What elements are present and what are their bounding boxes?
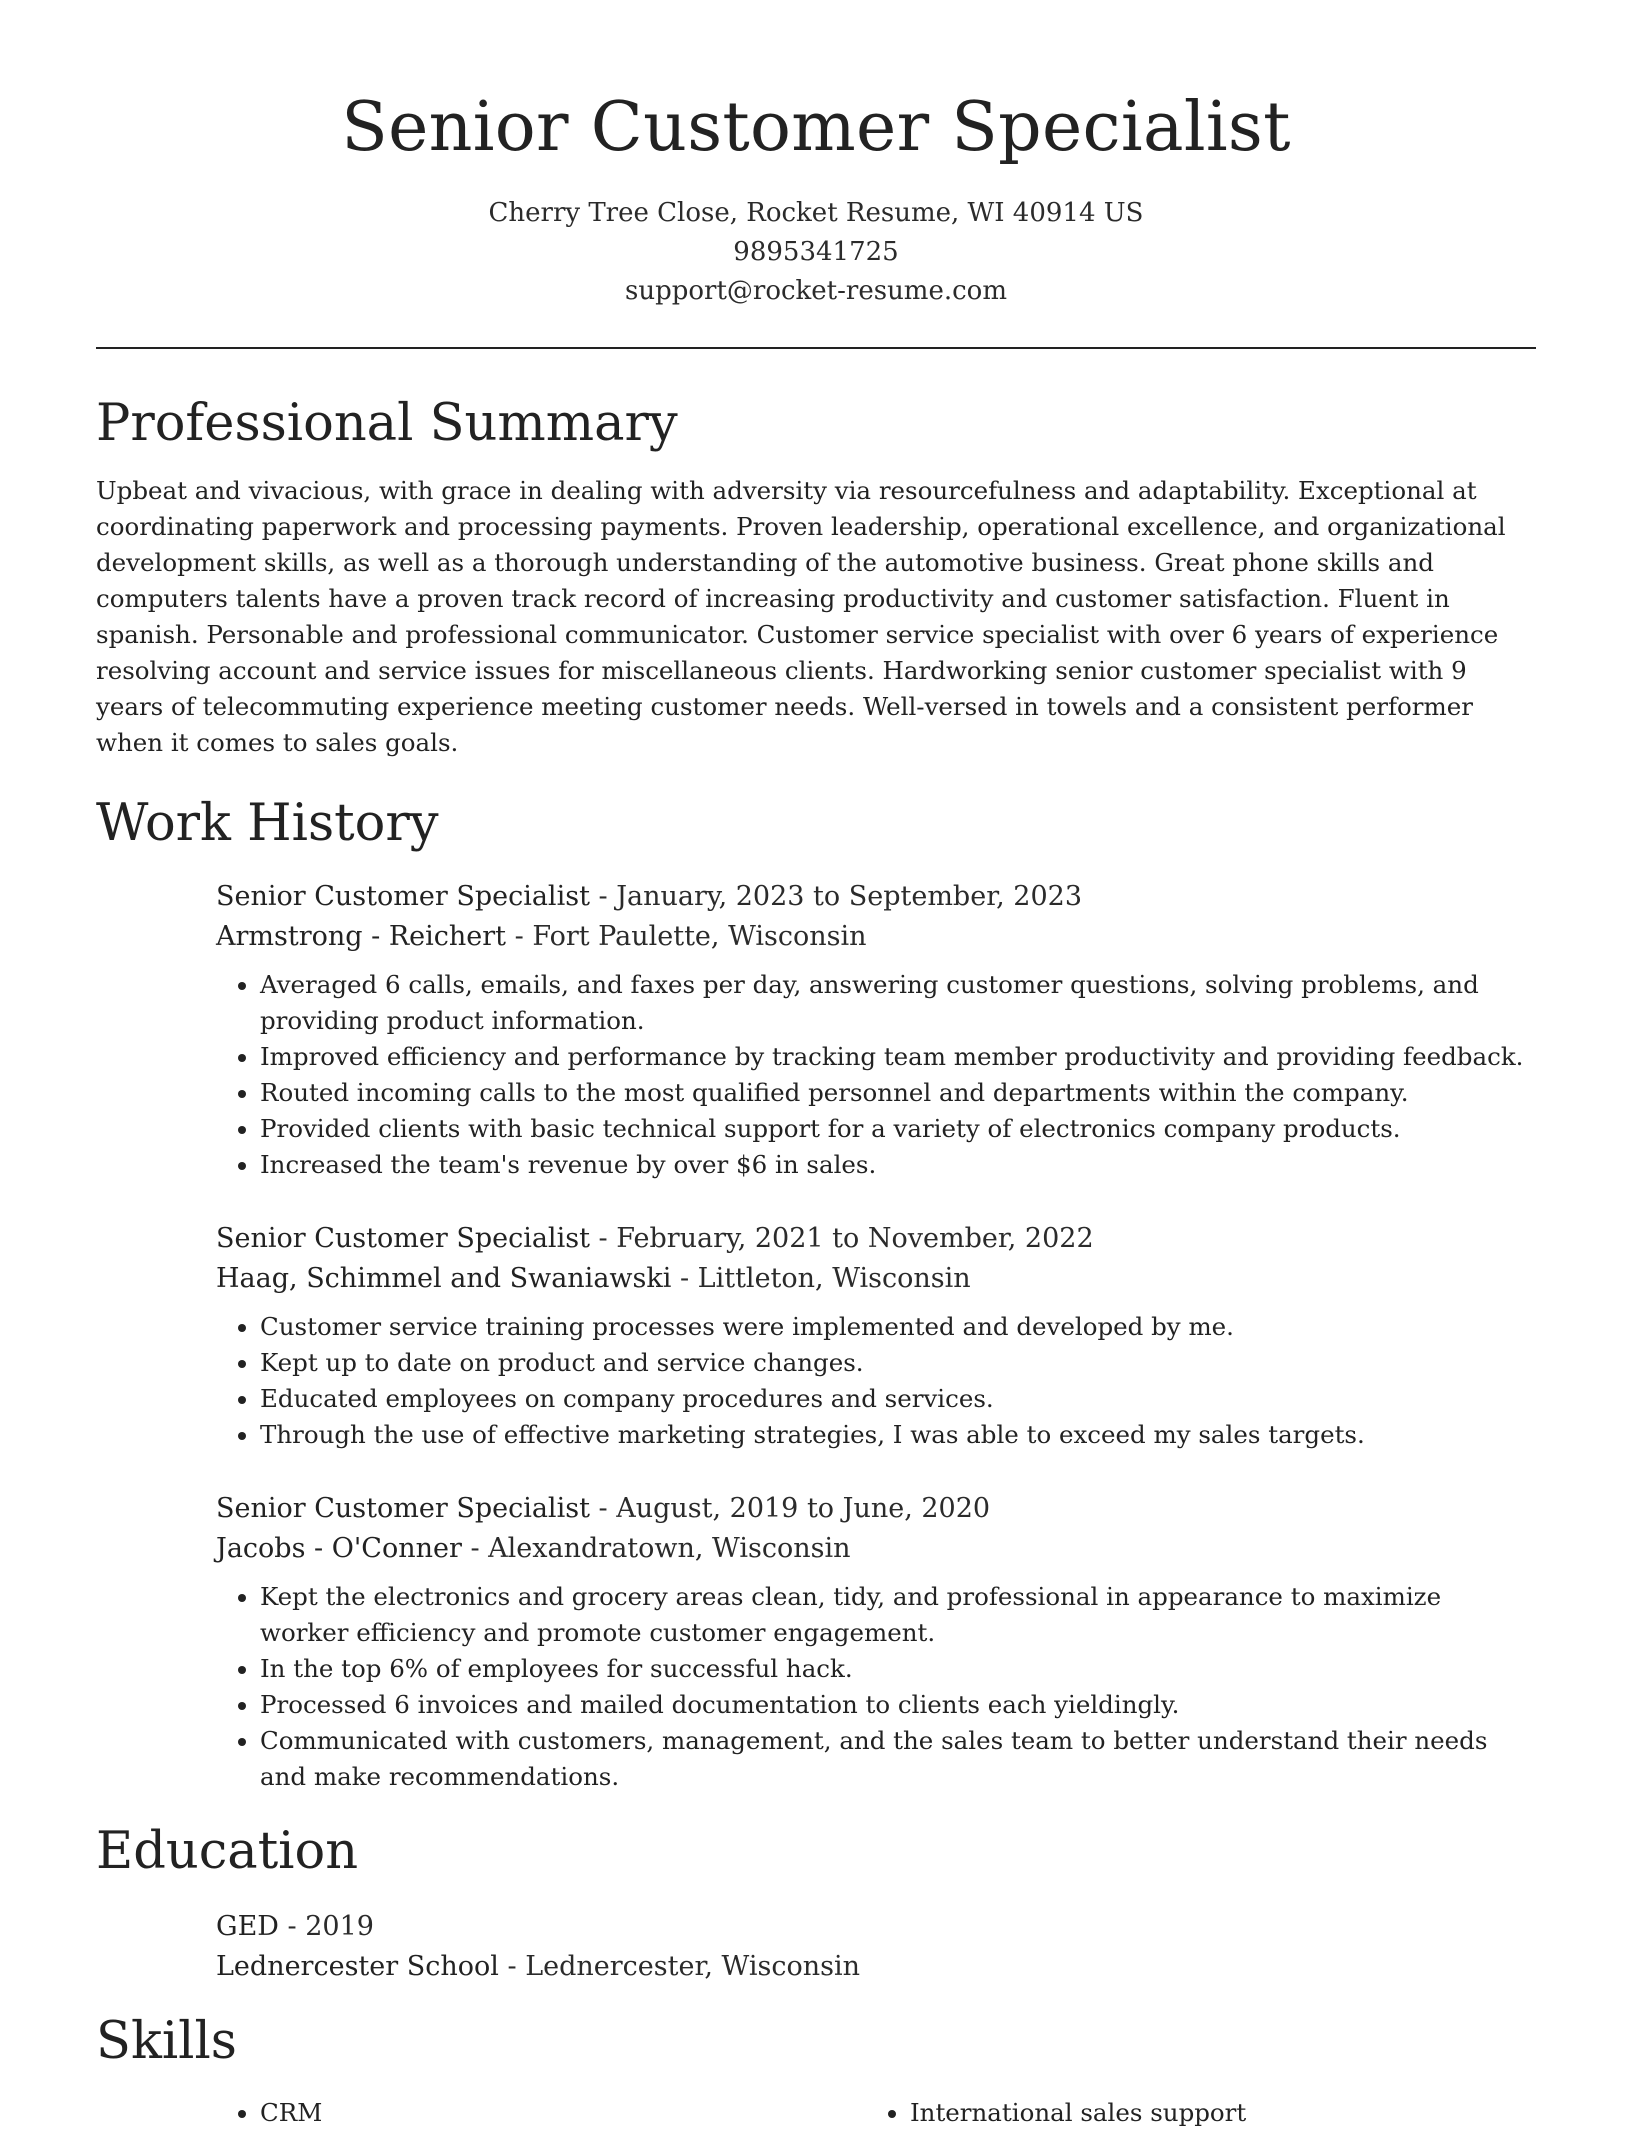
header-divider — [96, 347, 1536, 349]
company-name: Haag, Schimmel and Swaniawski — [216, 1263, 672, 1294]
list-item: • Through the use of effective marketing strategies, I was able to exceed my sales targets. — [260, 1417, 1536, 1453]
company-name: Jacobs - O'Conner — [216, 1533, 462, 1564]
degree-line — [216, 1907, 1536, 1947]
list-item: • Kept up to date on product and service changes. — [260, 1345, 1536, 1381]
list-item: • Communicated with customers, management, and the sales team to better understand their needs and make recommendations. — [260, 1723, 1536, 1795]
list-item: • Provided clients with basic technical support for a variety of electronics company products. — [260, 1111, 1536, 1147]
education-section — [96, 1817, 1536, 1987]
separator: - — [506, 921, 533, 952]
school-location: Lednercester, Wisconsin — [525, 1951, 860, 1982]
job-entry — [216, 1489, 1536, 1795]
job-title-line — [216, 877, 1536, 917]
list-item: • Improved efficiency and performance by tracking team member productivity and providing feedback. — [260, 1039, 1536, 1075]
job-dates: February, 2021 to November, 2022 — [616, 1223, 1094, 1254]
skills-section — [96, 2007, 1536, 2131]
skills-column-left — [216, 2095, 866, 2131]
separator: - — [589, 881, 617, 912]
company-name: Armstrong - Reichert — [216, 921, 507, 952]
separator: - — [461, 1533, 489, 1564]
job-bullets — [216, 1309, 1536, 1453]
summary-section — [96, 389, 1536, 761]
list-item: • International sales support — [910, 2095, 1516, 2131]
job-dates: August, 2019 to June, 2020 — [616, 1493, 991, 1524]
separator: - — [671, 1263, 698, 1294]
skills-column-right — [866, 2095, 1516, 2131]
list-item: • In the top 6% of employees for successful hack. — [260, 1651, 1536, 1687]
phone-text: 9895341725 — [733, 237, 899, 267]
resume-header — [96, 0, 1536, 311]
company-line — [216, 1529, 1536, 1569]
company-line — [216, 917, 1536, 957]
separator: - — [589, 1493, 617, 1524]
degree-name: GED — [216, 1911, 279, 1942]
list-item: • Kept the electronics and grocery areas clean, tidy, and professional in appearance to maximize worker efficiency and promote customer engagement. — [260, 1579, 1536, 1651]
list-item: • Routed incoming calls to the most qualified personnel and departments within the company. — [260, 1075, 1536, 1111]
school-line — [216, 1947, 1536, 1987]
job-entry — [216, 1219, 1536, 1453]
summary-heading: Professional Summary — [96, 394, 678, 453]
separator: - — [498, 1951, 526, 1982]
contact-info — [96, 194, 1536, 311]
separator: - — [278, 1911, 306, 1942]
list-item: • Customer service training processes were implemented and developed by me. — [260, 1309, 1536, 1345]
list-item: • Averaged 6 calls, emails, and faxes per day, answering customer questions, solving problems, and providing product information. — [260, 967, 1536, 1039]
degree-year: 2019 — [305, 1911, 374, 1942]
list-item: • Educated employees on company procedures and services. — [260, 1381, 1536, 1417]
job-title-line — [216, 1489, 1536, 1529]
job-title: Senior Customer Specialist — [216, 1223, 590, 1254]
work-history-heading: Work History — [96, 794, 439, 853]
job-title: Senior Customer Specialist — [216, 1493, 590, 1524]
address-text: Cherry Tree Close, Rocket Resume, WI 40914 US — [488, 198, 1144, 228]
job-entry — [216, 877, 1536, 1183]
job-location: Alexandratown, Wisconsin — [488, 1533, 851, 1564]
list-item: • CRM — [260, 2095, 866, 2131]
job-location: Littleton, Wisconsin — [697, 1263, 971, 1294]
list-item: • Processed 6 invoices and mailed documentation to clients each yieldingly. — [260, 1687, 1536, 1723]
job-bullets — [216, 1579, 1536, 1795]
separator: - — [589, 1223, 617, 1254]
job-location: Fort Paulette, Wisconsin — [532, 921, 867, 952]
education-heading: Education — [96, 1822, 359, 1881]
summary-text: Upbeat and vivacious, with grace in dealing with adversity via resourcefulness and adaptability. Exceptional at coordinating paperwork and processing payments. Proven leadership, operational excellence, and organizational development skills, as well as a thorough understanding of the automotive business. Great phone skills and computers talents have a proven track record of increasing productivity and customer satisfaction. Fluent in spanish. Personable and professional communicator. Customer service specialist with over 6 years of experience resolving account and service issues for miscellaneous clients. Hardworking senior customer specialist with 9 years of telecommuting experience meeting customer needs. Well-versed in towels and a consistent performer when it comes to sales goals. — [96, 476, 1506, 757]
education-entry — [216, 1907, 1536, 1987]
page-title: Senior Customer Specialist — [341, 88, 1291, 167]
job-title: Senior Customer Specialist — [216, 881, 590, 912]
list-item: • Increased the team's revenue by over $6 in sales. — [260, 1147, 1536, 1183]
school-name: Lednercester School — [216, 1951, 499, 1982]
job-bullets — [216, 967, 1536, 1183]
job-dates: January, 2023 to September, 2023 — [616, 881, 1083, 912]
skills-list — [216, 2095, 1536, 2131]
email-text: support@rocket-resume.com — [624, 276, 1007, 306]
job-title-line — [216, 1219, 1536, 1259]
company-line — [216, 1259, 1536, 1299]
work-history-section — [96, 789, 1536, 1795]
skills-heading: Skills — [96, 2012, 237, 2071]
